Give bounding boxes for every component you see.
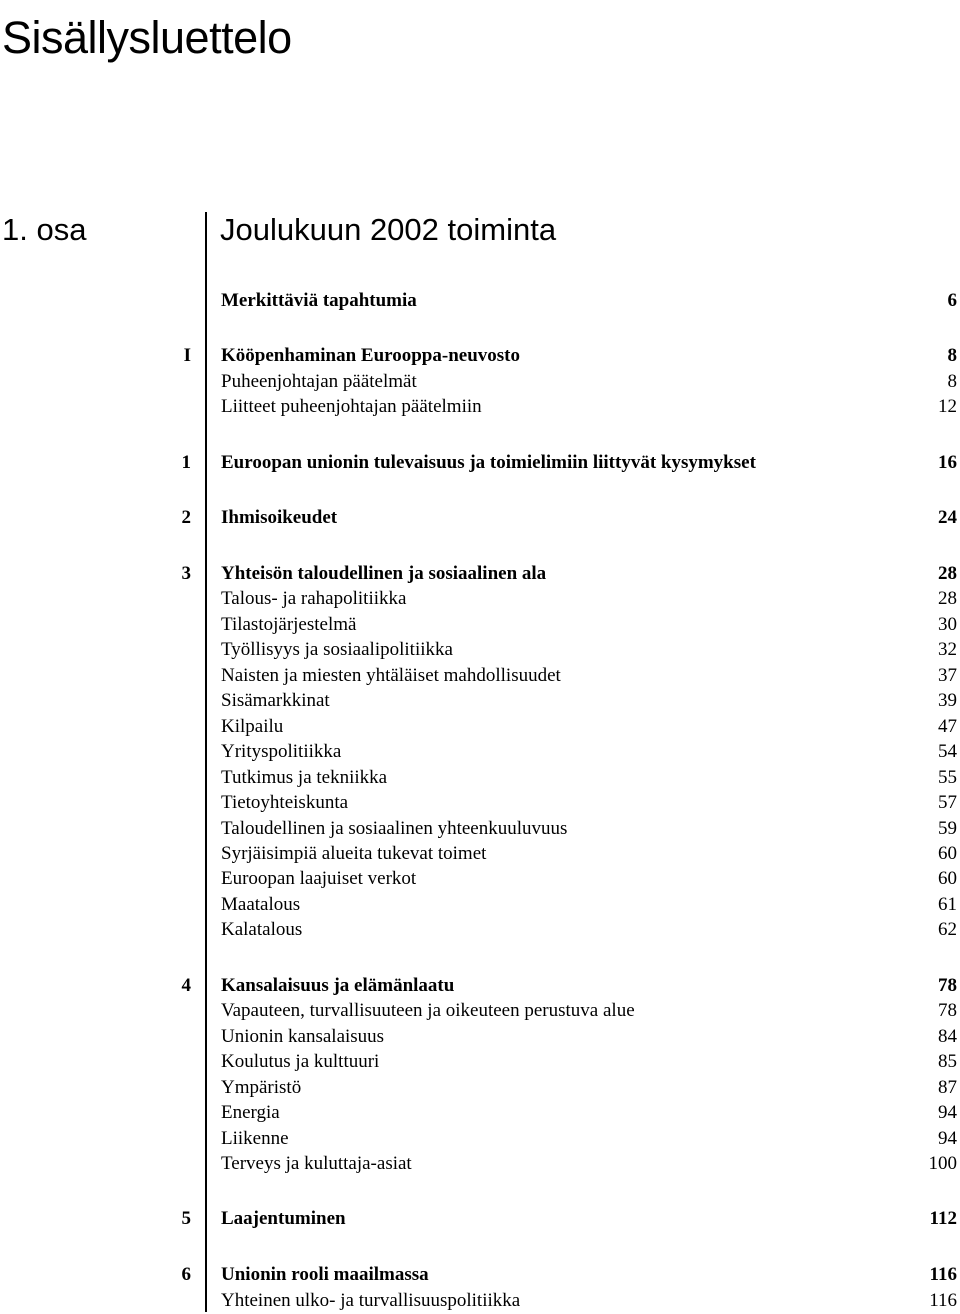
toc-section-heading (0, 288, 960, 313)
toc-entry (0, 1288, 960, 1313)
page-number: 55 (938, 767, 957, 788)
toc-entry (0, 688, 960, 713)
page-number: 30 (938, 614, 957, 635)
entry-title: Terveys ja kuluttaja-asiat (221, 1153, 412, 1174)
page-number: 94 (938, 1128, 957, 1149)
page-number: 54 (938, 741, 957, 762)
entry-title: Yhteisön taloudellinen ja sosiaalinen ala (221, 563, 547, 584)
toc-entry (0, 1024, 960, 1049)
page-number: 47 (938, 716, 957, 737)
page-number: 59 (938, 818, 957, 839)
page-number: 8 (947, 345, 957, 366)
entry-title: Sisämarkkinat (221, 690, 330, 711)
toc-entry (0, 739, 960, 764)
page-number: 8 (947, 371, 957, 392)
entry-title: Tutkimus ja tekniikka (221, 767, 388, 788)
toc-entry (0, 586, 960, 611)
entry-title: Ihmisoikeudet (221, 507, 338, 528)
entry-title: Tietoyhteiskunta (221, 792, 349, 813)
section-number: 3 (181, 563, 191, 584)
entry-title: Euroopan laajuiset verkot (221, 868, 417, 889)
toc-entry (0, 841, 960, 866)
toc-entry (0, 1151, 960, 1176)
page-number: 32 (938, 639, 957, 660)
entry-title: Vapauteen, turvallisuuteen ja oikeuteen perustuva alue (221, 1000, 635, 1021)
toc-entry (0, 998, 960, 1023)
entry-title: Unionin kansalaisuus (221, 1026, 385, 1047)
toc-entry (0, 892, 960, 917)
section-number: 2 (181, 507, 191, 528)
toc-entry (0, 714, 960, 739)
toc-entry (0, 394, 960, 419)
entry-title: Taloudellinen ja sosiaalinen yhteenkuuluvuus (221, 818, 568, 839)
toc-section-heading (0, 450, 960, 475)
page-number: 116 (929, 1264, 957, 1285)
entry-title: Kööpenhaminan Eurooppa-neuvosto (221, 345, 520, 366)
page-number: 112 (929, 1208, 957, 1229)
entry-title: Syrjäisimpiä alueita tukevat toimet (221, 843, 487, 864)
entry-title: Tilastojärjestelmä (221, 614, 357, 635)
page-number: 78 (938, 975, 957, 996)
toc-section-heading (0, 973, 960, 998)
entry-title: Työllisyys ja sosiaalipolitiikka (221, 639, 453, 660)
section-number: 4 (181, 975, 191, 996)
page-number: 24 (938, 507, 957, 528)
toc-entry (0, 1075, 960, 1100)
toc-entry (0, 612, 960, 637)
entry-title: Yhteinen ulko- ja turvallisuuspolitiikka (221, 1290, 521, 1311)
entry-title: Laajentuminen (221, 1208, 346, 1229)
toc-entry (0, 917, 960, 942)
toc-entry (0, 866, 960, 891)
page-number: 85 (938, 1051, 957, 1072)
entry-title: Talous- ja rahapolitiikka (221, 588, 407, 609)
page-number: 6 (947, 290, 957, 311)
page-number: 78 (938, 1000, 957, 1021)
page-number: 28 (938, 563, 957, 584)
entry-title: Kansalaisuus ja elämänlaatu (221, 975, 455, 996)
entry-title: Kilpailu (221, 716, 284, 737)
toc-section-heading (0, 1262, 960, 1287)
toc-section-heading (0, 1206, 960, 1231)
page-number: 60 (938, 868, 957, 889)
entry-title: Kalatalous (221, 919, 303, 940)
part-title: Joulukuun 2002 toiminta (220, 212, 557, 247)
section-number: 1 (181, 452, 191, 473)
toc-entry (0, 816, 960, 841)
entry-title: Maatalous (221, 894, 301, 915)
toc-entry (0, 1049, 960, 1074)
page-number: 84 (938, 1026, 957, 1047)
entry-title: Liikenne (221, 1128, 289, 1149)
toc-entry (0, 369, 960, 394)
entry-title: Puheenjohtajan päätelmät (221, 371, 417, 392)
toc-section-heading (0, 343, 960, 368)
section-number: I (183, 345, 191, 366)
page-title: Sisällysluettelo (2, 12, 292, 63)
entry-title: Merkittäviä tapahtumia (221, 290, 417, 311)
entry-title: Euroopan unionin tulevaisuus ja toimielimiin liittyvät kysymykset (221, 452, 756, 473)
toc-entry (0, 663, 960, 688)
entry-title: Yrityspolitiikka (221, 741, 342, 762)
page-number: 116 (929, 1290, 957, 1311)
section-number: 6 (181, 1264, 191, 1285)
page-number: 12 (938, 396, 957, 417)
page-number: 100 (928, 1153, 957, 1174)
page-number: 60 (938, 843, 957, 864)
entry-title: Liitteet puheenjohtajan päätelmiin (221, 396, 482, 417)
page-number: 62 (938, 919, 957, 940)
toc-entry (0, 790, 960, 815)
entry-title: Koulutus ja kulttuuri (221, 1051, 380, 1072)
page-number: 37 (938, 665, 957, 686)
entry-title: Ympäristö (221, 1077, 302, 1098)
page-number: 16 (938, 452, 957, 473)
entry-title: Naisten ja miesten yhtäläiset mahdollisuudet (221, 665, 561, 686)
page-number: 28 (938, 588, 957, 609)
section-number: 5 (181, 1208, 191, 1229)
page-number: 57 (938, 792, 957, 813)
entry-title: Energia (221, 1102, 280, 1123)
entry-title: Unionin rooli maailmassa (221, 1264, 429, 1285)
toc-section-heading (0, 505, 960, 530)
page-number: 87 (938, 1077, 957, 1098)
page-number: 94 (938, 1102, 957, 1123)
toc-entry (0, 765, 960, 790)
page-number: 61 (938, 894, 957, 915)
part-label: 1. osa (2, 212, 87, 247)
toc-entry (0, 1126, 960, 1151)
toc-entry (0, 1100, 960, 1125)
toc-section-heading (0, 561, 960, 586)
toc-entry (0, 637, 960, 662)
page-number: 39 (938, 690, 957, 711)
